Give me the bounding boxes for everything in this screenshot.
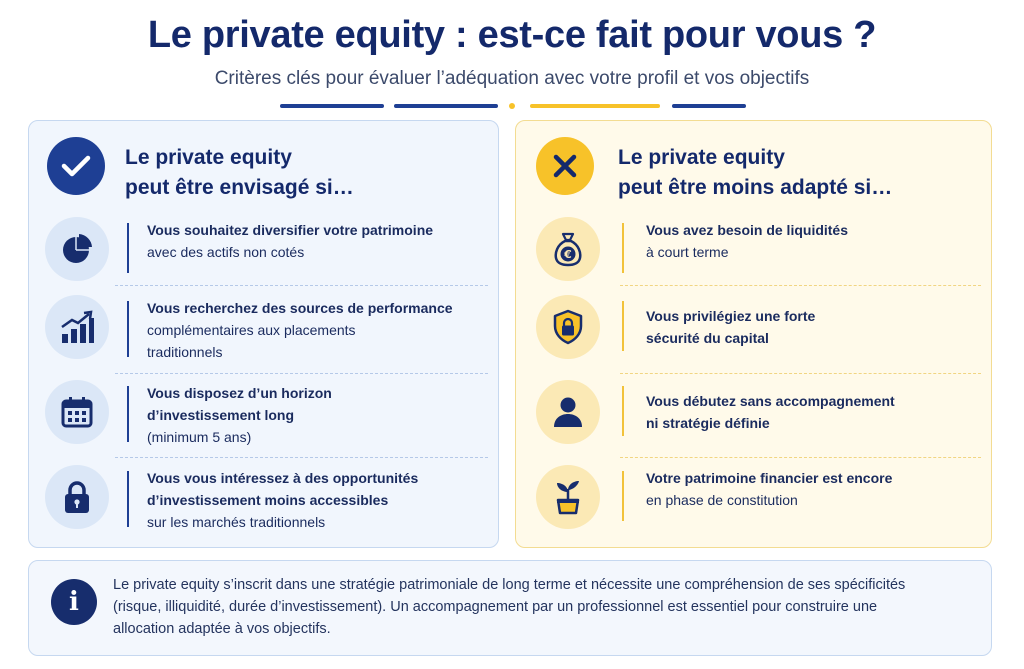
cross-icon — [536, 137, 594, 195]
info-note-text: Le private equity s’inscrit dans une stratégie patrimoniale de long terme et nécessite une compréhension de ses spécificités (risque, illiquidité, durée d’investissement). Un accompagnement par un professionnel est essentiel pour construire une allocation adaptée à vos objectifs. — [113, 577, 906, 637]
item-text: Vous privilégiez une forte sécurité du capital — [646, 308, 816, 346]
item-text: Vous vous intéressez à des opportunités d’investissement moins accessibles sur les marchés traditionnels — [147, 470, 419, 530]
item-text: Vous recherchez des sources de performance complémentaires aux placements traditionnels — [147, 300, 453, 360]
svg-text:€: € — [564, 248, 572, 261]
item-divider — [620, 373, 981, 374]
calendar-icon — [45, 380, 109, 444]
item-accent-bar — [127, 471, 129, 527]
item-accent-bar — [622, 301, 624, 351]
item-text: Votre patrimoine financier est encore en phase de constitution — [646, 470, 893, 508]
item-text: Vous souhaitez diversifier votre patrimoine avec des actifs non cotés — [147, 222, 434, 260]
person-icon — [536, 380, 600, 444]
shield-lock-icon — [536, 295, 600, 359]
page-subtitle: Critères clés pour évaluer l’adéquation avec votre profil et vos objectifs — [214, 68, 810, 89]
list-item — [45, 380, 482, 450]
item-accent-bar — [622, 386, 624, 436]
list-item — [532, 465, 975, 529]
list-item — [45, 465, 482, 535]
check-icon — [47, 137, 105, 195]
title-divider-dot — [509, 103, 515, 109]
item-text: Vous avez besoin de liquidités à court terme — [646, 222, 849, 260]
list-item — [532, 217, 975, 281]
item-text: Vous disposez d’un horizon d’investissement long (minimum 5 ans) — [147, 385, 332, 445]
con-panel — [515, 120, 992, 548]
item-text: Vous débutez sans accompagnement ni stratégie définie — [646, 393, 895, 431]
title-divider — [280, 104, 384, 108]
pro-panel — [28, 120, 499, 548]
lock-icon — [45, 465, 109, 529]
info-note — [28, 560, 992, 656]
pie-chart-icon — [45, 217, 109, 281]
item-accent-bar — [127, 223, 129, 273]
item-divider — [115, 373, 488, 374]
con-title: Le private equity peut être moins adapté si… — [618, 146, 893, 199]
title-divider — [394, 104, 498, 108]
list-item — [532, 380, 975, 444]
item-accent-bar — [127, 301, 129, 357]
money-bag-icon — [536, 217, 600, 281]
growth-chart-icon — [45, 295, 109, 359]
item-divider — [620, 285, 981, 286]
title-divider — [530, 104, 660, 108]
list-item — [532, 295, 975, 359]
item-accent-bar — [127, 386, 129, 442]
plant-icon — [536, 465, 600, 529]
page-title: Le private equity : est-ce fait pour vous ? — [147, 14, 877, 56]
item-divider — [115, 285, 488, 286]
item-divider — [115, 457, 488, 458]
title-divider — [672, 104, 746, 108]
info-icon: i — [51, 579, 97, 625]
item-divider — [620, 457, 981, 458]
item-accent-bar — [622, 471, 624, 521]
list-item — [45, 217, 482, 281]
list-item — [45, 295, 482, 365]
item-accent-bar — [622, 223, 624, 273]
pro-title: Le private equity peut être envisagé si… — [125, 146, 354, 199]
